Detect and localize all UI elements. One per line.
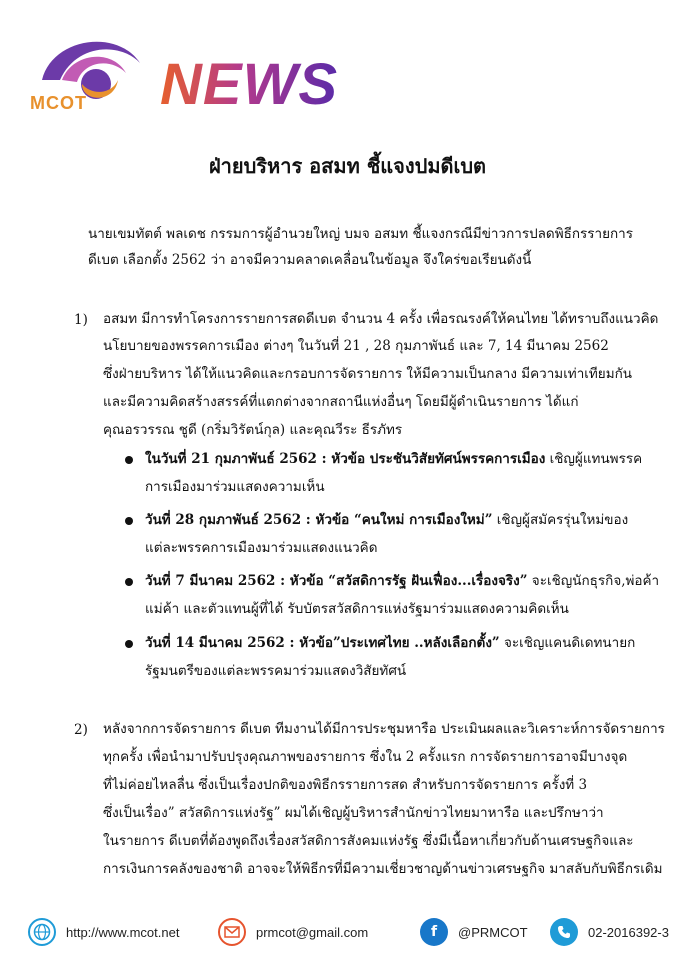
paragraph-line: หลังจากการจัดรายการ ดีเบต ทีมงานได้มีการประชุมหารือ ประเมินผลและวิเคราะห์การจัดรายการ bbox=[103, 721, 665, 737]
bullet-item bbox=[145, 508, 628, 530]
paragraph-line: ที่ไม่ค่อยไหลลื่น ซึ่งเป็นเรื่องปกติของพิธีกรรายการสด สำหรับการจัดรายการ ครั้งที่ 3 bbox=[103, 777, 588, 793]
bullet-continuation: การเมืองมาร่วมแสดงความเห็น bbox=[145, 479, 325, 495]
paragraph-line: ซึ่งฝ่ายบริหาร ได้ให้แนวคิดและกรอบการจัดรายการ ให้มีความเป็นกลาง มีความเท่าเทียมกัน bbox=[103, 366, 633, 382]
paragraph-line: อสมท มีการทำโครงการรายการสดดีเบต จำนวน 4 ครั้ง เพื่อรณรงค์ให้คนไทย ได้ทราบถึงแนวคิด bbox=[103, 311, 659, 327]
footer bbox=[0, 912, 695, 952]
footer-email[interactable] bbox=[218, 912, 368, 952]
bullet-dot bbox=[125, 456, 133, 464]
news-wordmark: NEWS bbox=[160, 52, 338, 117]
section-number: 1) bbox=[74, 312, 88, 328]
phone-icon bbox=[550, 918, 578, 946]
footer-phone[interactable] bbox=[550, 912, 669, 952]
paragraph-line: ซึ่งเป็นเรื่อง” สวัสดิการแห่งรัฐ” ผมได้เชิญผู้บริหารสำนักข่าวไทยมาหารือ และปรึกษาว่า bbox=[103, 805, 604, 821]
intro-line: ดีเบต เลือกตั้ง 2562 ว่า อาจมีความคลาดเคลื่อนในข้อมูล จึงใคร่ขอเรียนดังนี้ bbox=[88, 252, 532, 268]
section-number: 2) bbox=[74, 722, 88, 738]
bullet-dot bbox=[125, 640, 133, 648]
bullet-dot bbox=[125, 517, 133, 525]
bullet-continuation: แม่ค้า และตัวแทนผู้ที่ได้ รับบัตรสวัสดิการแห่งรัฐมาร่วมแสดงความคิดเห็น bbox=[145, 601, 569, 617]
website-link[interactable]: http://www.mcot.net bbox=[66, 924, 180, 940]
bullet-item bbox=[145, 631, 635, 653]
bullet-heading: ในวันที่ 21 กุมภาพันธ์ 2562 : หัวข้อ ประชันวิสัยทัศน์พรรคการเมือง bbox=[145, 451, 546, 467]
bullet-heading: วันที่ 28 กุมภาพันธ์ 2562 : หัวข้อ “คนใหม่ การเมืองใหม่” bbox=[145, 512, 493, 528]
bullet-text: จะเชิญแคนดิเดทนายก bbox=[499, 635, 636, 651]
header bbox=[0, 0, 695, 130]
bullet-text: จะเชิญนักธุรกิจ,พ่อค้า bbox=[527, 573, 660, 589]
mcot-logo-text: MCOT bbox=[30, 93, 87, 113]
bullet-text: เชิญผู้สมัครรุ่นใหม่ของ bbox=[492, 512, 629, 528]
footer-website[interactable] bbox=[28, 912, 179, 952]
facebook-icon: f bbox=[420, 918, 448, 946]
page-title: ฝ่ายบริหาร อสมท ชี้แจงปมดีเบต bbox=[208, 154, 487, 178]
paragraph-line: ทุกครั้ง เพื่อนำมาปรับปรุงคุณภาพของรายการ ซึ่งใน 2 ครั้งแรก การจัดรายการอาจมีบางจุด bbox=[103, 749, 628, 765]
mail-icon bbox=[218, 918, 246, 946]
footer-facebook[interactable] bbox=[420, 912, 528, 952]
phone-number[interactable]: 02-2016392-3 bbox=[588, 924, 669, 940]
bullet-continuation: รัฐมนตรีของแต่ละพรรคมาร่วมแสดงวิสัยทัศน์ bbox=[145, 663, 407, 679]
paragraph-line: นโยบายของพรรคการเมือง ต่างๆ ในวันที่ 21 , 28 กุมภาพันธ์ และ 7, 14 มีนาคม 2562 bbox=[103, 338, 609, 354]
intro-line: นายเขมทัตต์ พลเดช กรรมการผู้อำนวยใหญ่ บมจ อสมท ชี้แจงกรณีมีข่าวการปลดพิธีกรรายการ bbox=[88, 226, 634, 242]
facebook-handle[interactable]: @PRMCOT bbox=[458, 924, 528, 940]
globe-icon bbox=[28, 918, 56, 946]
paragraph-line: การเงินการคลังของชาติ อาจจะให้พิธีกรที่มีความเชี่ยวชาญด้านข่าวเศรษฐกิจ มาสลับกับพิธีกรเดิม bbox=[103, 861, 663, 877]
bullet-continuation: แต่ละพรรคการเมืองมาร่วมแสดงแนวคิด bbox=[145, 540, 378, 556]
paragraph-line: และมีความคิดสร้างสรรค์ที่แตกต่างจากสถานีแห่งอื่นๆ โดยมีผู้ดำเนินรายการ ได้แก่ bbox=[103, 394, 579, 410]
bullet-heading: วันที่ 7 มีนาคม 2562 : หัวข้อ “สวัสดิการรัฐ ฝันเฟื่อง...เรื่องจริง” bbox=[145, 573, 528, 589]
bullet-dot bbox=[125, 578, 133, 586]
bullet-item bbox=[145, 569, 659, 591]
paragraph-line: ในรายการ ดีเบตที่ต้องพูดถึงเรื่องสวัสดิการสังคมแห่งรัฐ ซึ่งมีเนื้อหาเกี่ยวกับด้านเศรษฐกิจและ bbox=[103, 833, 634, 849]
bullet-item bbox=[145, 447, 642, 469]
bullet-text: เชิญผู้แทนพรรค bbox=[545, 451, 643, 467]
bullet-heading: วันที่ 14 มีนาคม 2562 : หัวข้อ”ประเทศไทย ..หลังเลือกตั้ง” bbox=[145, 635, 500, 651]
paragraph-line: คุณอรวรรณ ชูดี (กริ่มวิรัตน์กุล) และคุณวีระ ธีรภัทร bbox=[103, 422, 403, 438]
email-link[interactable]: prmcot@gmail.com bbox=[256, 924, 369, 940]
